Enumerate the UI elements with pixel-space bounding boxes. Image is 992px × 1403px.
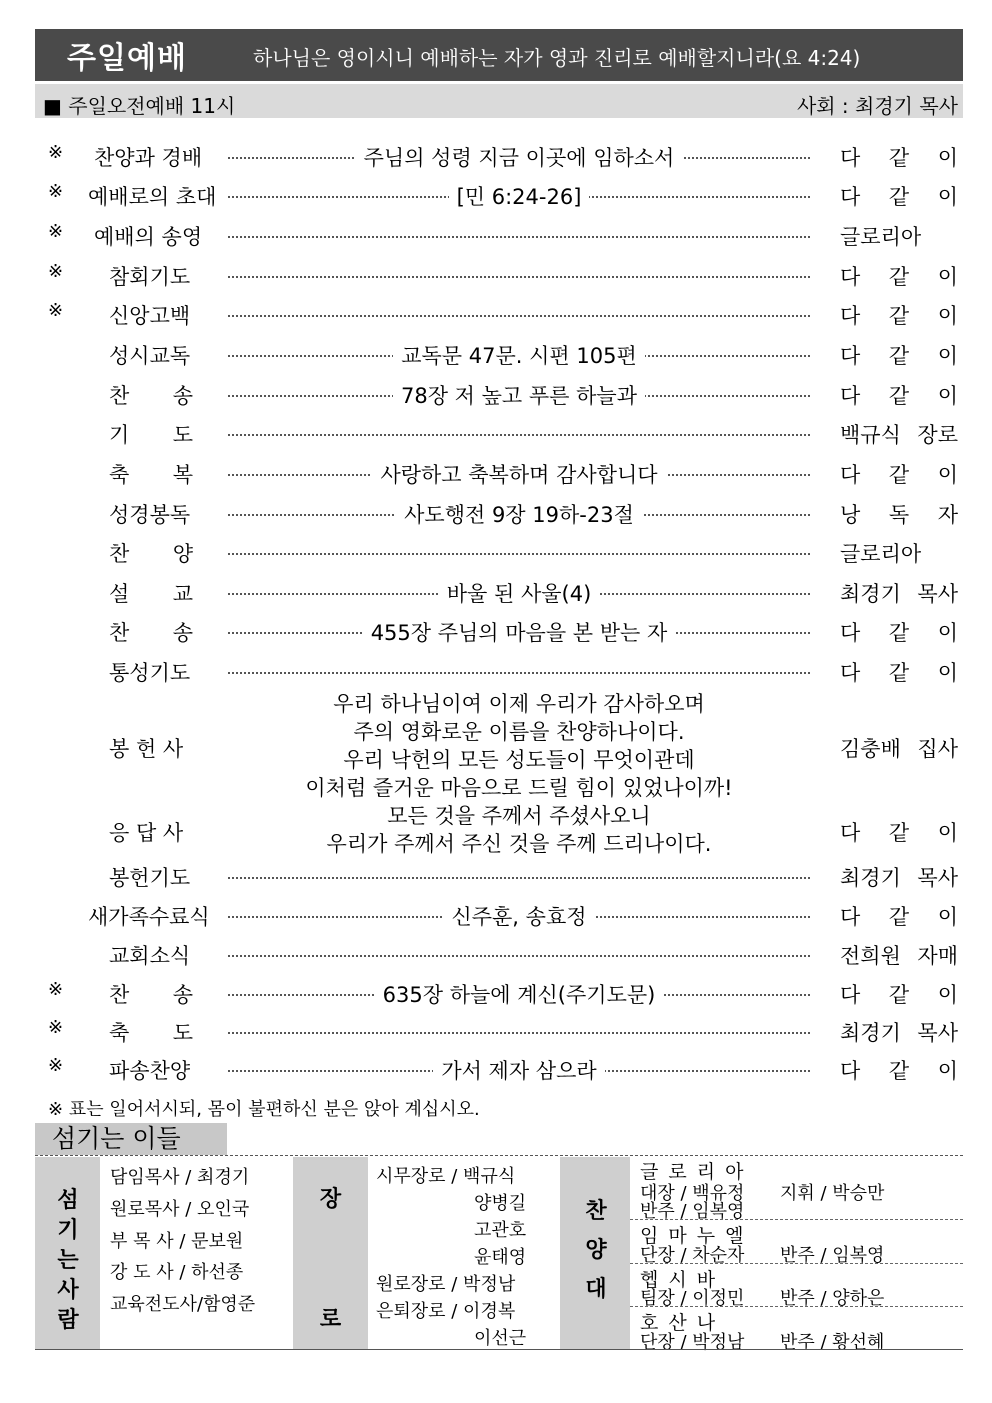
- standing-mark: ※: [48, 300, 64, 321]
- header-bar: [35, 29, 963, 81]
- order-row: [0, 617, 992, 647]
- order-leader: 다 같 이: [840, 384, 958, 408]
- order-label: 기 도: [109, 423, 193, 447]
- order-label: 축 복: [109, 463, 193, 487]
- order-row: [0, 538, 992, 568]
- choir-leader: 팀장 / 이정민: [640, 1288, 745, 1309]
- standing-mark: ※: [48, 181, 64, 202]
- order-label: 파송찬양: [109, 1059, 191, 1083]
- dot-leader: [228, 434, 810, 436]
- choir-name: 임 마 누 엘: [640, 1225, 746, 1247]
- order-leader: 다 같 이: [840, 304, 958, 328]
- dot-leader: [228, 315, 810, 317]
- order-leader: 다 같 이: [840, 661, 958, 685]
- order-leader: 다 같 이: [840, 905, 958, 929]
- order-label: 봉헌기도: [109, 866, 191, 890]
- order-label: 찬 송: [109, 384, 193, 408]
- order-content: 78장 저 높고 푸른 하늘과: [393, 384, 645, 408]
- response-line: 우리가 주께서 주신 것을 주께 드리나이다.: [326, 832, 712, 856]
- order-row: [0, 380, 992, 410]
- divider: [630, 1219, 963, 1220]
- order-row: [0, 261, 992, 291]
- order-row: [0, 459, 992, 489]
- dot-leader: [228, 877, 810, 879]
- choir-leader: 단장 / 박정남: [640, 1332, 745, 1353]
- order-leader: 다 같 이: [840, 146, 958, 170]
- offering-prayer: [228, 690, 810, 802]
- dot-leader: [228, 1032, 810, 1034]
- order-leader: 최경기 목사: [840, 582, 958, 606]
- order-content: 교독문 47문. 시편 105편: [393, 344, 645, 368]
- order-label: 참회기도: [109, 265, 191, 289]
- offering-line: 우리 하나님이여 이제 우리가 감사하오며: [333, 692, 705, 716]
- order-label: 신앙고백: [109, 304, 191, 328]
- order-label: 찬 송: [109, 621, 193, 645]
- elder-entry: 윤태영: [474, 1247, 527, 1268]
- order-leader: 전희원 자매: [840, 944, 958, 968]
- dot-leader: [228, 955, 810, 957]
- offering-line: 우리 낙헌의 모든 성도들이 무엇이관데: [343, 748, 695, 772]
- order-row: [0, 940, 992, 970]
- order-row: [0, 181, 992, 211]
- order-row: [0, 221, 992, 251]
- order-content: [민 6:24-26]: [449, 185, 590, 209]
- order-row: [0, 901, 992, 931]
- dot-leader: [228, 672, 810, 674]
- order-label: 성시교독: [109, 344, 191, 368]
- order-row: [0, 1017, 992, 1047]
- order-row: [0, 979, 992, 1009]
- elder-entry: 은퇴장로 / 이경복: [376, 1301, 516, 1322]
- choir-leader: 대장 / 백유정: [640, 1183, 745, 1204]
- standing-mark: ※: [48, 979, 64, 1000]
- order-label: 축 도: [109, 1021, 193, 1045]
- standing-mark: ※: [48, 142, 64, 163]
- elder-entry: 고관호: [474, 1220, 527, 1241]
- dot-leader: [228, 553, 810, 555]
- order-label: 찬양과 경배: [94, 146, 203, 170]
- service-time: ■ 주일오전예배 11시: [43, 94, 236, 118]
- divider: [35, 1349, 963, 1350]
- order-leader: 글로리아: [840, 225, 922, 249]
- elder-entry: 양병길: [474, 1193, 527, 1214]
- elders-label-top: 장: [319, 1187, 342, 1212]
- response-prayer: [228, 802, 810, 858]
- order-label: 설 교: [109, 582, 193, 606]
- choir-vertical-label: 찬양대: [585, 1199, 607, 1302]
- order-row: [0, 499, 992, 529]
- choir-leader: 반주 / 양하은: [780, 1288, 885, 1309]
- order-leader: 최경기 목사: [840, 1021, 958, 1045]
- choir-leader: 반주 / 임복영: [640, 1201, 745, 1222]
- order-label: 성경봉독: [109, 503, 191, 527]
- order-leader: 다 같 이: [840, 463, 958, 487]
- order-row: [0, 300, 992, 330]
- dot-leader: [228, 236, 810, 238]
- staff-entry: 교육전도사/함영준: [110, 1294, 256, 1315]
- order-content: 사도행전 9장 19하-23절: [396, 503, 642, 527]
- order-row: [0, 862, 992, 892]
- order-leader: 다 같 이: [840, 185, 958, 209]
- standing-mark: ※: [48, 1017, 64, 1038]
- staff-entry: 담임목사 / 최경기: [110, 1167, 250, 1188]
- choir-name: 헵 시 바: [640, 1269, 718, 1291]
- order-leader: 다 같 이: [840, 983, 958, 1007]
- divider: [35, 1155, 963, 1156]
- order-leader: 다 같 이: [840, 1059, 958, 1083]
- choir-name: 호 산 나: [640, 1312, 718, 1334]
- divider: [630, 1306, 963, 1307]
- choir-name: 글 로 리 아: [640, 1161, 746, 1183]
- staff-entry: 원로목사 / 오인국: [110, 1199, 250, 1220]
- staff-vertical-label: 섬기는사람: [57, 1188, 79, 1333]
- response-leader: 다 같 이: [840, 821, 958, 845]
- choir-leader: 지휘 / 박승만: [780, 1183, 885, 1204]
- order-row: [0, 578, 992, 608]
- elder-entry: 이선근: [474, 1328, 527, 1349]
- order-label: 새가족수료식: [88, 905, 210, 929]
- order-content: 455장 주님의 마음을 본 받는 자: [363, 621, 676, 645]
- order-content: 주님의 성령 지금 이곳에 임하소서: [356, 146, 683, 170]
- page-title: 주일예배: [67, 41, 187, 76]
- order-leader: 낭 독 자: [840, 503, 958, 527]
- order-row: [0, 340, 992, 370]
- service-bar: [35, 84, 963, 118]
- elders-label-bottom: 로: [319, 1307, 342, 1332]
- offering-line: 주의 영화로운 이름을 찬양하나이다.: [353, 720, 685, 744]
- order-content: 바울 된 사울(4): [439, 582, 600, 606]
- order-label: 예배로의 초대: [88, 185, 217, 209]
- order-label: 통성기도: [109, 661, 191, 685]
- choir-leader: 반주 / 임복영: [780, 1245, 885, 1266]
- standing-mark: ※: [48, 1055, 64, 1076]
- order-content: 가서 제자 삼으라: [433, 1059, 604, 1083]
- standing-mark: ※: [48, 221, 64, 242]
- dot-leader: [228, 276, 810, 278]
- response-label: 응 답 사: [109, 821, 184, 845]
- standing-note: ※ 표는 일어서시되, 몸이 불편하신 분은 앉아 계십시오.: [48, 1099, 480, 1120]
- divider: [630, 1263, 963, 1264]
- order-leader: 다 같 이: [840, 344, 958, 368]
- staff-entry: 강 도 사 / 하선종: [110, 1262, 244, 1283]
- choir-leader: 반주 / 황선혜: [780, 1332, 885, 1353]
- staff-section-title: 섬기는 이들: [35, 1123, 227, 1155]
- order-content: 사랑하고 축복하며 감사합니다: [372, 463, 665, 487]
- order-row: [0, 1055, 992, 1085]
- response-line: 모든 것을 주께서 주셨사오니: [387, 804, 651, 828]
- order-leader: 최경기 목사: [840, 866, 958, 890]
- order-leader: 백규식 장로: [840, 423, 958, 447]
- order-leader: 다 같 이: [840, 621, 958, 645]
- order-row: [0, 419, 992, 449]
- offering-leader: 김충배 집사: [840, 737, 958, 761]
- order-label: 찬 송: [109, 983, 193, 1007]
- header-verse: 하나님은 영이시니 예배하는 자가 영과 진리로 예배할지니라(요 4:24): [253, 46, 861, 70]
- order-row: [0, 142, 992, 172]
- service-host: 사회 : 최경기 목사: [796, 94, 958, 118]
- standing-mark: ※: [48, 261, 64, 282]
- order-leader: 다 같 이: [840, 265, 958, 289]
- choir-leader: 단장 / 차순자: [640, 1245, 745, 1266]
- offering-label: 봉 헌 사: [109, 737, 184, 761]
- elder-entry: 원로장로 / 박정남: [376, 1274, 516, 1295]
- order-leader: 글로리아: [840, 542, 922, 566]
- order-content: 신주훈, 송효정: [443, 905, 594, 929]
- order-label: 예배의 송영: [94, 225, 203, 249]
- order-content: 635장 하늘에 계신(주기도문): [375, 983, 664, 1007]
- order-row: [0, 657, 992, 687]
- staff-entry: 부 목 사 / 문보원: [110, 1231, 244, 1252]
- order-label: 교회소식: [109, 944, 191, 968]
- elder-entry: 시무장로 / 백규식: [376, 1166, 516, 1187]
- order-label: 찬 양: [109, 542, 193, 566]
- offering-line: 이처럼 즐거운 마음으로 드릴 힘이 있었나이까!: [305, 776, 733, 800]
